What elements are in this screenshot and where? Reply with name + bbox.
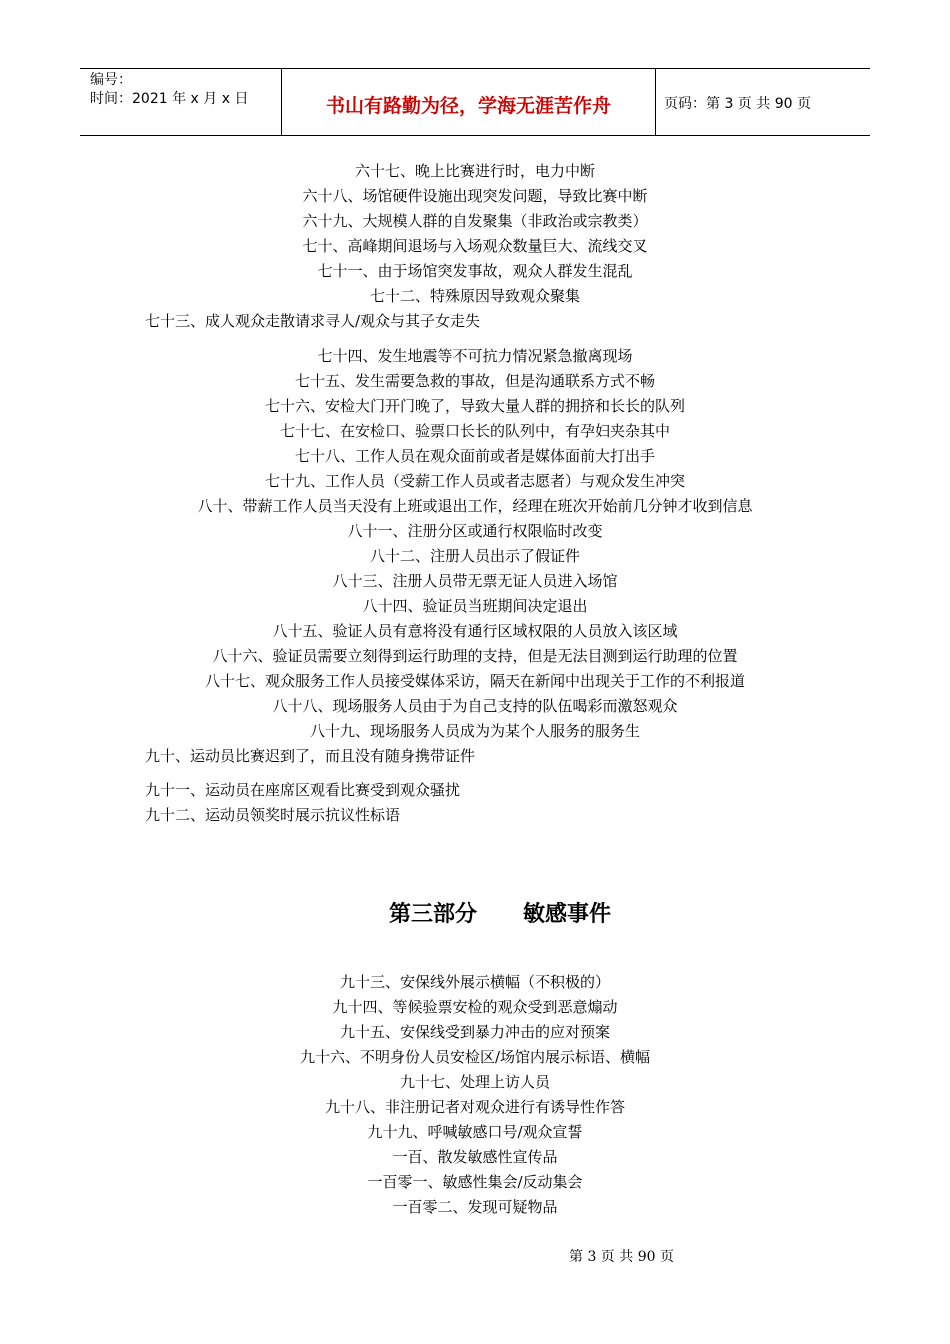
list-item: 六十七、晚上比赛进行时，电力中断	[354, 162, 595, 180]
section-title: 第三部分 敏感事件	[389, 902, 611, 927]
list-item: 八十四、验证员当班期间决定退出	[362, 597, 588, 615]
list-item: 一百零二、发现可疑物品	[392, 1198, 558, 1216]
list-item: 八十六、验证员需要立刻得到运行助理的支持，但是无法目测到运行助理的位置	[212, 647, 738, 665]
list-item: 七十七、在安检口、验票口长长的队列中，有孕妇夹杂其中	[279, 422, 670, 440]
list-item: 八十一、注册分区或通行权限临时改变	[347, 522, 603, 540]
header-page-info: 页码：第 3 页 共 90 页	[664, 96, 811, 112]
list-item: 八十二、注册人员出示了假证件	[369, 547, 580, 565]
header-meta	[80, 69, 282, 135]
page-footer: 第 3 页 共 90 页	[569, 1249, 674, 1265]
list-item: 一百零一、敏感性集会/反动集会	[367, 1173, 583, 1191]
list-item: 七十六、安检大门开门晚了，导致大量人群的拥挤和长长的队列	[264, 397, 685, 415]
list-item: 九十二、运动员领奖时展示抗议性标语	[145, 806, 401, 824]
list-item: 一百、散发敏感性宣传品	[392, 1148, 558, 1166]
document-number-label: 编号：	[90, 72, 132, 88]
list-item: 七十九、工作人员（受薪工作人员或者志愿者）与观众发生冲突	[264, 472, 685, 490]
list-item: 九十三、安保线外展示横幅（不积极的）	[339, 973, 610, 991]
list-item: 六十八、场馆硬件设施出现突发问题，导致比赛中断	[302, 187, 648, 205]
list-item: 九十一、运动员在座席区观看比赛受到观众骚扰	[145, 781, 461, 799]
page-header	[80, 68, 870, 136]
list-item: 八十九、现场服务人员成为为某个人服务的服务生	[309, 722, 640, 740]
list-item: 七十、高峰期间退场与入场观众数量巨大、流线交叉	[302, 237, 648, 255]
header-motto: 书山有路勤为径，学海无涯苦作舟	[282, 69, 656, 135]
list-item: 九十七、处理上访人员	[399, 1073, 550, 1091]
list-item: 八十八、现场服务人员由于为自己支持的队伍喝彩而激怒观众	[272, 697, 678, 715]
list-item: 九十、运动员比赛迟到了，而且没有随身携带证件	[145, 747, 476, 765]
list-item: 九十六、不明身份人员安检区/场馆内展示标语、横幅	[299, 1048, 651, 1066]
list-item: 九十九、呼喊敏感口号/观众宣誓	[367, 1123, 583, 1141]
list-item: 八十、带薪工作人员当天没有上班或退出工作，经理在班次开始前几分钟才收到信息	[197, 497, 753, 515]
list-item: 九十四、等候验票安检的观众受到恶意煽动	[332, 998, 618, 1016]
list-item: 七十五、发生需要急救的事故，但是沟通联系方式不畅	[294, 372, 655, 390]
list-item: 八十五、验证人员有意将没有通行区域权限的人员放入该区域	[272, 622, 678, 640]
list-item: 六十九、大规模人群的自发聚集（非政治或宗教类）	[302, 212, 648, 230]
list-item: 八十七、观众服务工作人员接受媒体采访，隔天在新闻中出现关于工作的不利报道	[204, 672, 745, 690]
list-item: 七十一、由于场馆突发事故，观众人群发生混乱	[317, 262, 633, 280]
list-item: 七十八、工作人员在观众面前或者是媒体面前大打出手	[294, 447, 655, 465]
list-item: 九十五、安保线受到暴力冲击的应对预案	[339, 1023, 610, 1041]
list-item: 九十八、非注册记者对观众进行有诱导性作答	[324, 1098, 625, 1116]
list-item: 七十四、发生地震等不可抗力情况紧急撤离现场	[317, 347, 633, 365]
list-item: 八十三、注册人员带无票无证人员进入场馆	[332, 572, 618, 590]
document-time-label: 时间：2021 年 x 月 x 日	[90, 91, 249, 107]
list-item: 七十二、特殊原因导致观众聚集	[369, 287, 580, 305]
list-item: 七十三、成人观众走散请求寻人/观众与其子女走失	[145, 312, 481, 330]
